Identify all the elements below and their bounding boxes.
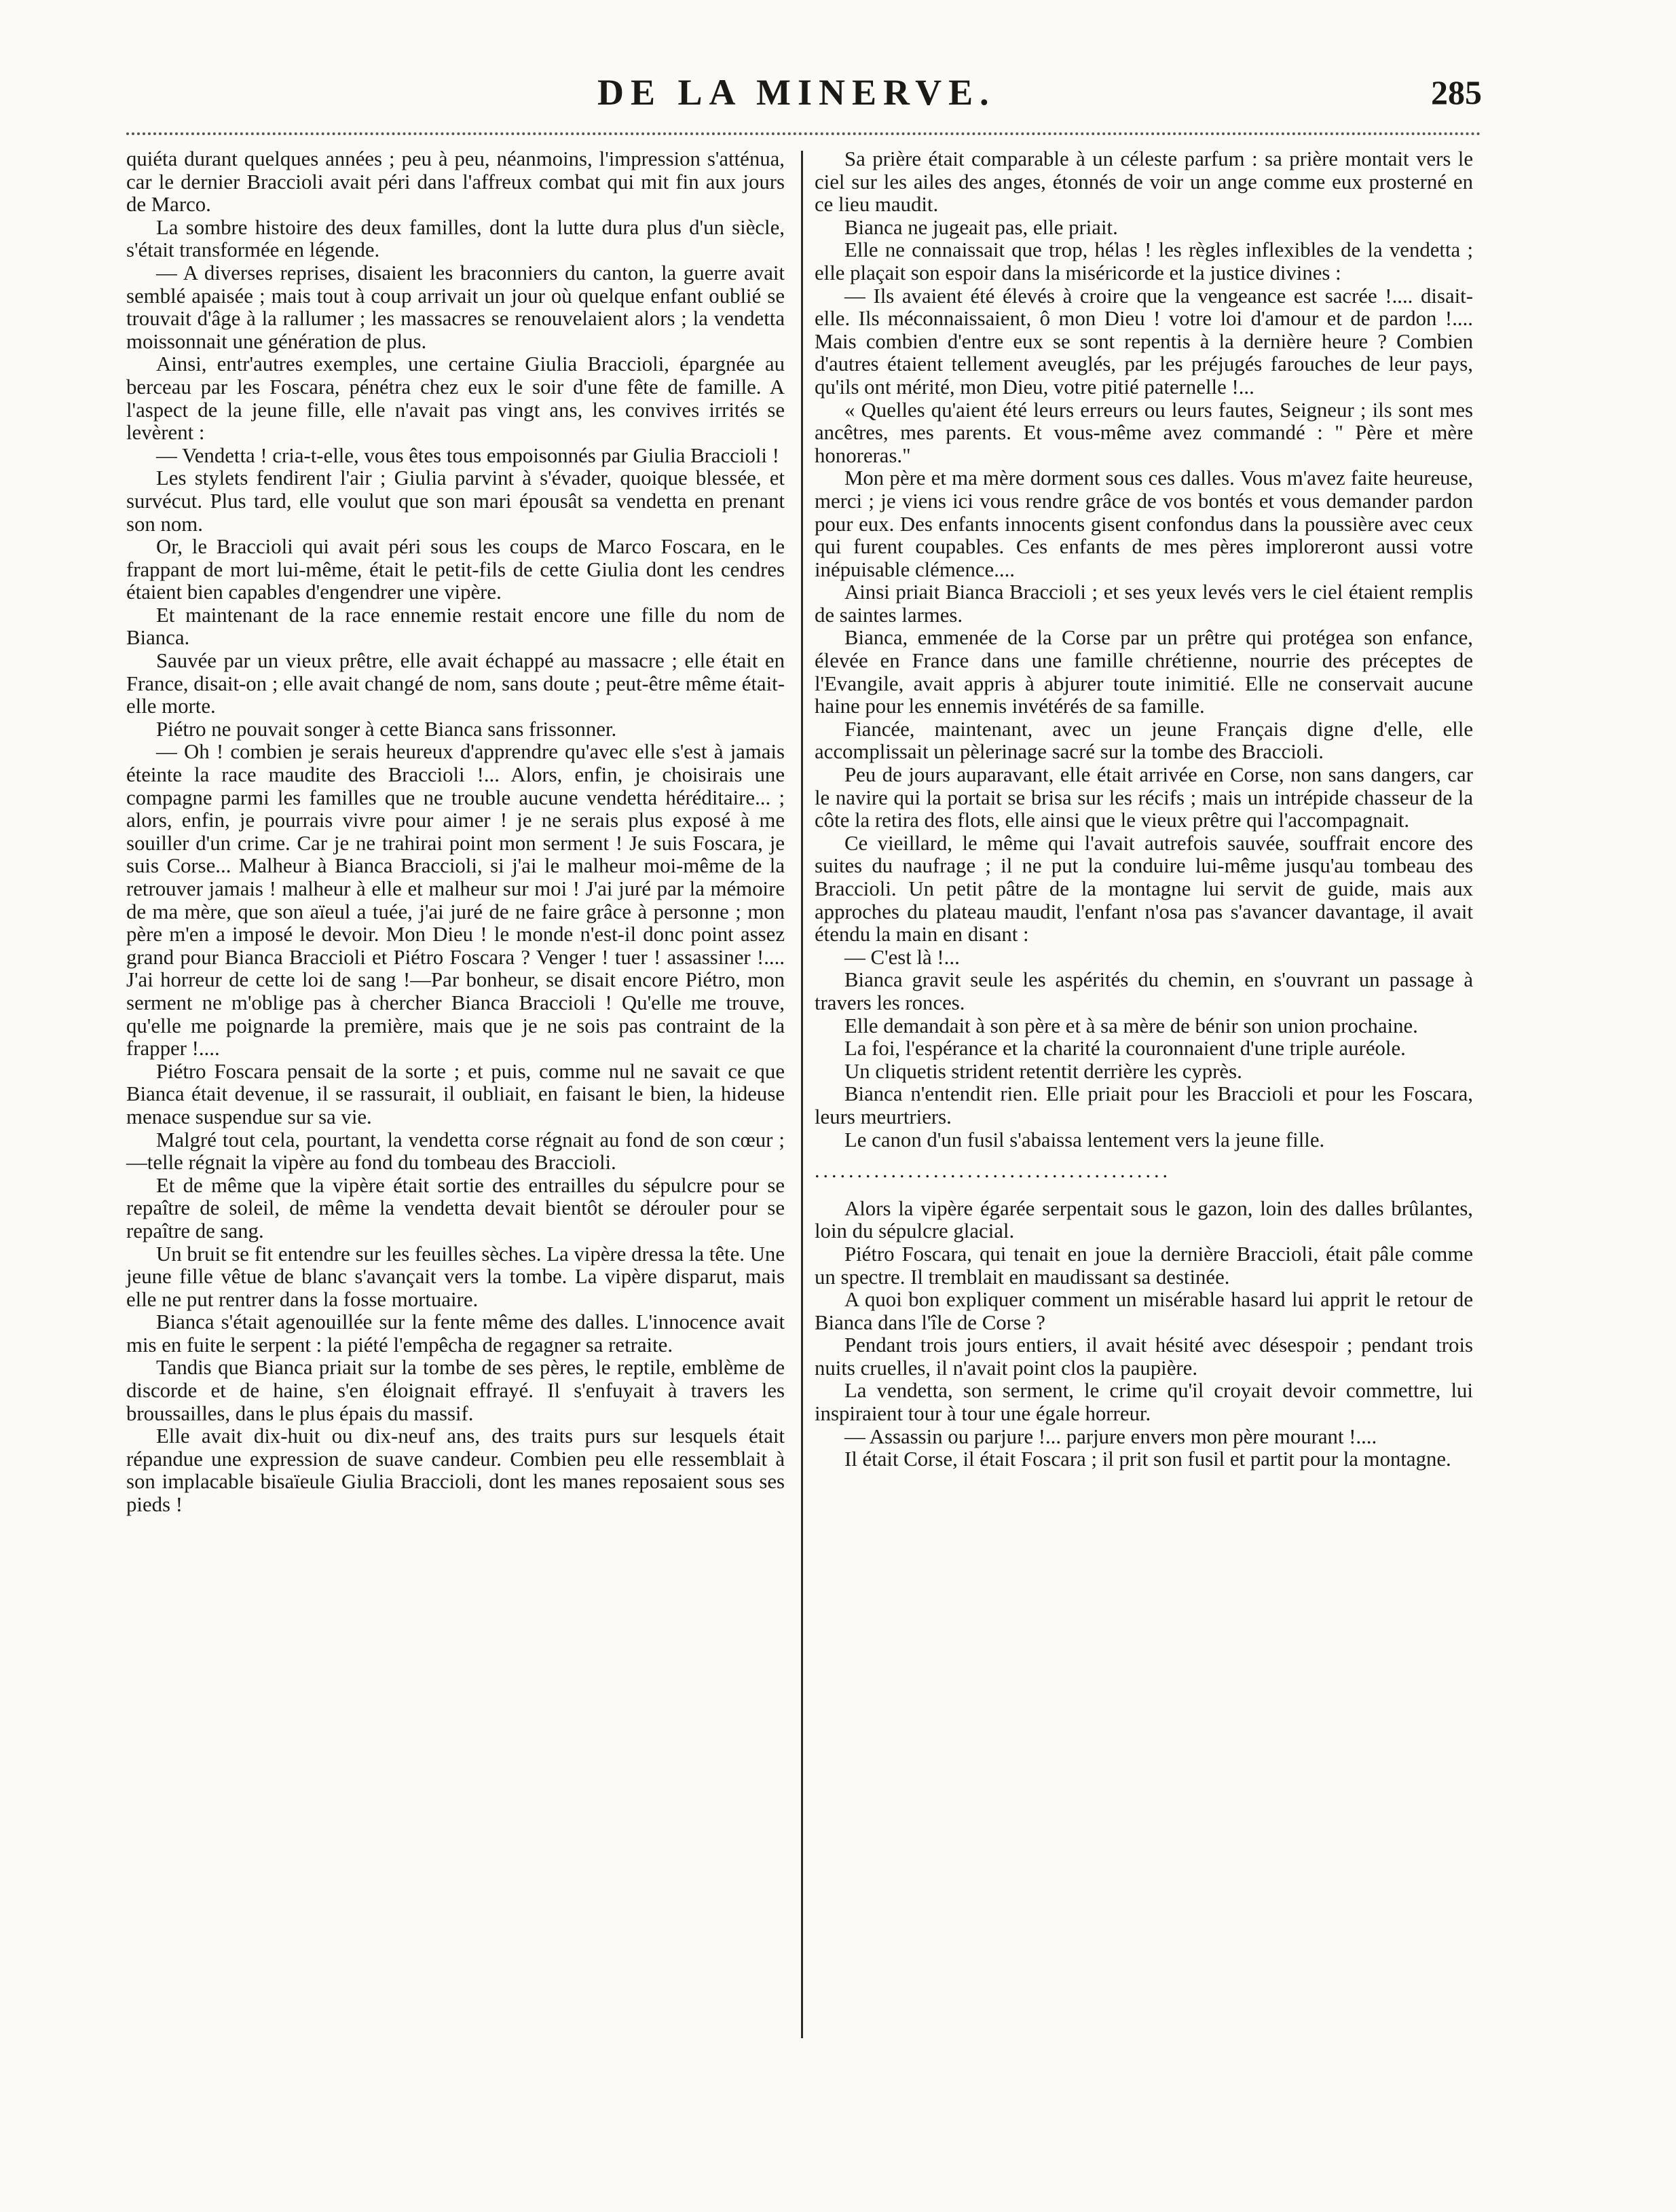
paragraph: Bianca n'entendit rien. Elle priait pour les Braccioli et pour les Foscara, leurs meurtriers. (815, 1082, 1473, 1128)
paragraph: Peu de jours auparavant, elle était arrivée en Corse, non sans dangers, car le navire qui la portait se brisa sur les récifs ; mais un intrépide chasseur de la côte la retira des flots, elle ainsi que le vieux prêtre qui l'accompagnait. (815, 763, 1473, 832)
paragraph: Ainsi priait Bianca Braccioli ; et ses yeux levés vers le ciel étaient remplis de saintes larmes. (815, 580, 1473, 627)
paragraph: Bianca s'était agenouillée sur la fente même des dalles. L'innocence avait mis en fuite le serpent : la piété l'empêcha de regagner sa retraite. (126, 1310, 785, 1357)
right-column (815, 148, 1473, 1471)
paragraph: Il était Corse, il était Foscara ; il prit son fusil et partit pour la montagne. (844, 1448, 1451, 1471)
paragraph: Un bruit se fit entendre sur les feuilles sèches. La vipère dressa la tête. Une jeune fille vêtue de blanc s'avançait vers la tombe. La vipère disparut, mais elle ne put rentrer dans la fosse mortuaire. (126, 1242, 785, 1311)
paragraph: Tandis que Bianca priait sur la tombe de ses pères, le reptile, emblème de discorde et de haine, s'en éloignait effrayé. Il s'enfuyait à travers les broussailles, dans le plus épais du massif. (126, 1356, 785, 1425)
paragraph: La foi, l'espérance et la charité la couronnaient d'une triple auréole. (844, 1037, 1406, 1061)
paragraph: Les stylets fendirent l'air ; Giulia parvint à s'évader, quoique blessée, et survécut. Plus tard, elle voulut que son mari épousât sa vendetta en prenant son nom. (126, 466, 785, 536)
page-number: 285 (1431, 73, 1482, 111)
paragraph: Et maintenant de la race ennemie restait encore une fille du nom de Bianca. (126, 603, 785, 650)
paragraph: Piétro ne pouvait songer à cette Bianca sans frissonner. (156, 717, 617, 741)
paragraph: Bianca gravit seule les aspérités du chemin, en s'ouvrant un passage à travers les ronces. (815, 968, 1473, 1014)
paragraph: — A diverses reprises, disaient les braconniers du canton, la guerre avait semblé apaisée ; mais tout à coup arrivait un jour où quelque enfant oublié se trouvait d'âge à la rallumer ; les massacres se renouvelaient alors ; la vendetta moissonnait une génération de plus. (126, 261, 785, 353)
paragraph: La sombre histoire des deux familles, dont la lutte dura plus d'un siècle, s'était transformée en légende. (126, 215, 785, 262)
paragraph: — Oh ! combien je serais heureux d'apprendre qu'avec elle s'est à jamais éteinte la race maudite des Braccioli !... Alors, enfin, je choisirais une compagne parmi les familles que ne trouble aucune vendetta héréditaire... ; alors, enfin, je pourrais vivre pour aimer ! je ne serais plus exposé à me souiller d'un crime. Car je ne trahirai point mon serment ! Je suis Foscara, je suis Corse... Malheur à Bianca Braccioli, si j'ai le malheur moi-même de la retrouver jamais ! malheur à elle et malheur sur moi ! J'ai juré par la mémoire de ma mère, que son aïeul a tuée, j'ai juré de ne faire grâce à personne ; mon père m'en a imposé le devoir. Mon Dieu ! le monde n'est-il donc point assez grand pour Bianca Braccioli et Piétro Foscara ? Venger ! tuer ! assassiner !.... J'ai horreur de cette loi de sang !—Par bonheur, se disait encore Piétro, mon serment ne m'oblige pas à chercher Bianca Braccioli ! Qu'elle me trouve, qu'elle me poignarde la première, mais que je ne sois pas contraint de la frapper !.... (126, 740, 785, 1061)
paragraph: « Quelles qu'aient été leurs erreurs ou leurs fautes, Seigneur ; ils sont mes ancêtres, mes parents. Et vous-même avez commandé : " Père et mère honoreras." (815, 398, 1473, 467)
paragraph: Ce vieillard, le même qui l'avait autrefois sauvée, souffrait encore des suites du naufrage ; il ne put la conduire lui-même jusqu'au tombeau des Braccioli. Un petit pâtre de la montagne lui servit de guide, mais aux approches du plateau maudit, l'enfant n'osa pas s'avancer davantage, il avait étendu la main en disant : (815, 831, 1473, 946)
paragraph: quiéta durant quelques années ; peu à peu, néanmoins, l'impression s'atténua, car le dernier Braccioli avait péri dans l'affreux combat qui mit fin aux jours de Marco. (126, 147, 785, 217)
paragraph: — Ils avaient été élevés à croire que la vengeance est sacrée !.... disait-elle. Ils méconnaissaient, ô mon Dieu ! votre loi d'amour et de pardon !.... Mais combien d'entre eux se sont repentis à la dernière heure ? Combien d'autres étaient tellement aveuglés, par les préjugés farouches de leur pays, qu'ils ont mérité, mon Dieu, votre pitié paternelle !... (815, 284, 1473, 399)
paragraph: Ainsi, entr'autres exemples, une certaine Giulia Braccioli, épargnée au berceau par les Foscara, pénétra chez eux le soir d'une fête de famille. A l'aspect de la jeune fille, elle n'avait pas vingt ans, les convives irrités se levèrent : (126, 352, 785, 445)
paragraph: Un cliquetis strident retentit derrière les cyprès. (844, 1059, 1242, 1083)
paragraph: Piétro Foscara, qui tenait en joue la dernière Braccioli, était pâle comme un spectre. Il tremblait en maudissant sa destinée. (815, 1242, 1473, 1289)
paragraph: — Assassin ou parjure !... parjure envers mon père mourant !.... (844, 1424, 1377, 1448)
left-column (126, 148, 785, 1517)
paragraph: — C'est là !... (844, 945, 960, 969)
paragraph: Et de même que la vipère était sortie des entrailles du sépulcre pour se repaître de soleil, de même la vendetta devait bientôt se dérouler pour se repaître de sang. (126, 1173, 785, 1242)
paragraph: Piétro Foscara pensait de la sorte ; et puis, comme nul ne savait ce que Bianca était devenue, il se rassurait, il oubliait, en faisant le bien, la hideuse menace suspendue sur sa vie. (126, 1059, 785, 1128)
paragraph: Or, le Braccioli qui avait péri sous les coups de Marco Foscara, en le frappant de mort lui-même, était le petit-fils de cette Giulia dont les cendres étaient bien capables d'engendrer une vipère. (126, 535, 785, 604)
paragraph: Alors la vipère égarée serpentait sous le gazon, loin des dalles brûlantes, loin du sépulcre glacial. (815, 1196, 1473, 1243)
paragraph: Bianca, emmenée de la Corse par un prêtre qui protégea son enfance, élevée en France dans une famille chrétienne, nourrie des préceptes de l'Evangile, avait appris à abjurer toute inimitié. Elle ne conservait aucune haine pour les ennemis invétérés de sa famille. (815, 626, 1473, 718)
paragraph: Fiancée, maintenant, avec un jeune Français digne d'elle, elle accomplissait un pèlerinage sacré sur la tombe des Braccioli. (815, 717, 1473, 764)
paragraph: Elle ne connaissait que trop, hélas ! les règles inflexibles de la vendetta ; elle plaçait son espoir dans la miséricorde et la justice divines : (815, 238, 1473, 284)
paragraph: Elle demandait à son père et à sa mère de bénir son union prochaine. (844, 1014, 1418, 1037)
paragraph: Malgré tout cela, pourtant, la vendetta corse régnait au fond de son cœur ;—telle régnait la vipère au fond du tombeau des Braccioli. (126, 1128, 785, 1175)
paragraph: Elle avait dix-huit ou dix-neuf ans, des traits purs sur lesquels était répandue une expression de suave candeur. Combien peu elle ressemblait à son implacable bisaïeule Giulia Braccioli, dont les manes reposaient sous ses pieds ! (126, 1424, 785, 1517)
paragraph: Sauvée par un vieux prêtre, elle avait échappé au massacre ; elle était en France, disait-on ; elle avait changé de nom, sans doute ; peut-être même était-elle morte. (126, 649, 785, 718)
paragraph: La vendetta, son serment, le crime qu'il croyait devoir commettre, lui inspiraient tour à tour une égale horreur. (815, 1379, 1473, 1426)
section-break-dots: .......................................... (815, 1160, 1171, 1183)
paragraph: — Vendetta ! cria-t-elle, vous êtes tous empoisonnés par Giulia Braccioli ! (156, 443, 779, 467)
column-divider (801, 151, 803, 2038)
paragraph: Sa prière était comparable à un céleste parfum : sa prière montait vers le ciel sur les ailes des anges, étonnés de voir un ange comme eux prosterné en ce lieu maudit. (815, 147, 1473, 217)
header-rule (126, 132, 1481, 135)
paragraph: Bianca ne jugeait pas, elle priait. (844, 215, 1118, 239)
running-title: DE LA MINERVE. (597, 72, 996, 113)
paragraph: Le canon d'un fusil s'abaissa lentement vers la jeune fille. (844, 1128, 1325, 1151)
running-head (0, 71, 1676, 126)
paragraph: A quoi bon expliquer comment un misérable hasard lui apprit le retour de Bianca dans l'île de Corse ? (815, 1288, 1473, 1334)
paragraph: Pendant trois jours entiers, il avait hésité avec désespoir ; pendant trois nuits cruelles, il n'avait point clos la paupière. (815, 1333, 1473, 1380)
paragraph: Mon père et ma mère dorment sous ces dalles. Vous m'avez faite heureuse, merci ; je viens ici vous rendre grâce de vos bontés et vous demander pardon pour eux. Des enfants innocents gisent confondus dans la poussière avec ceux qui furent coupables. Ces enfants de mes pères imploreront aussi votre inépuisable clémence.... (815, 466, 1473, 581)
